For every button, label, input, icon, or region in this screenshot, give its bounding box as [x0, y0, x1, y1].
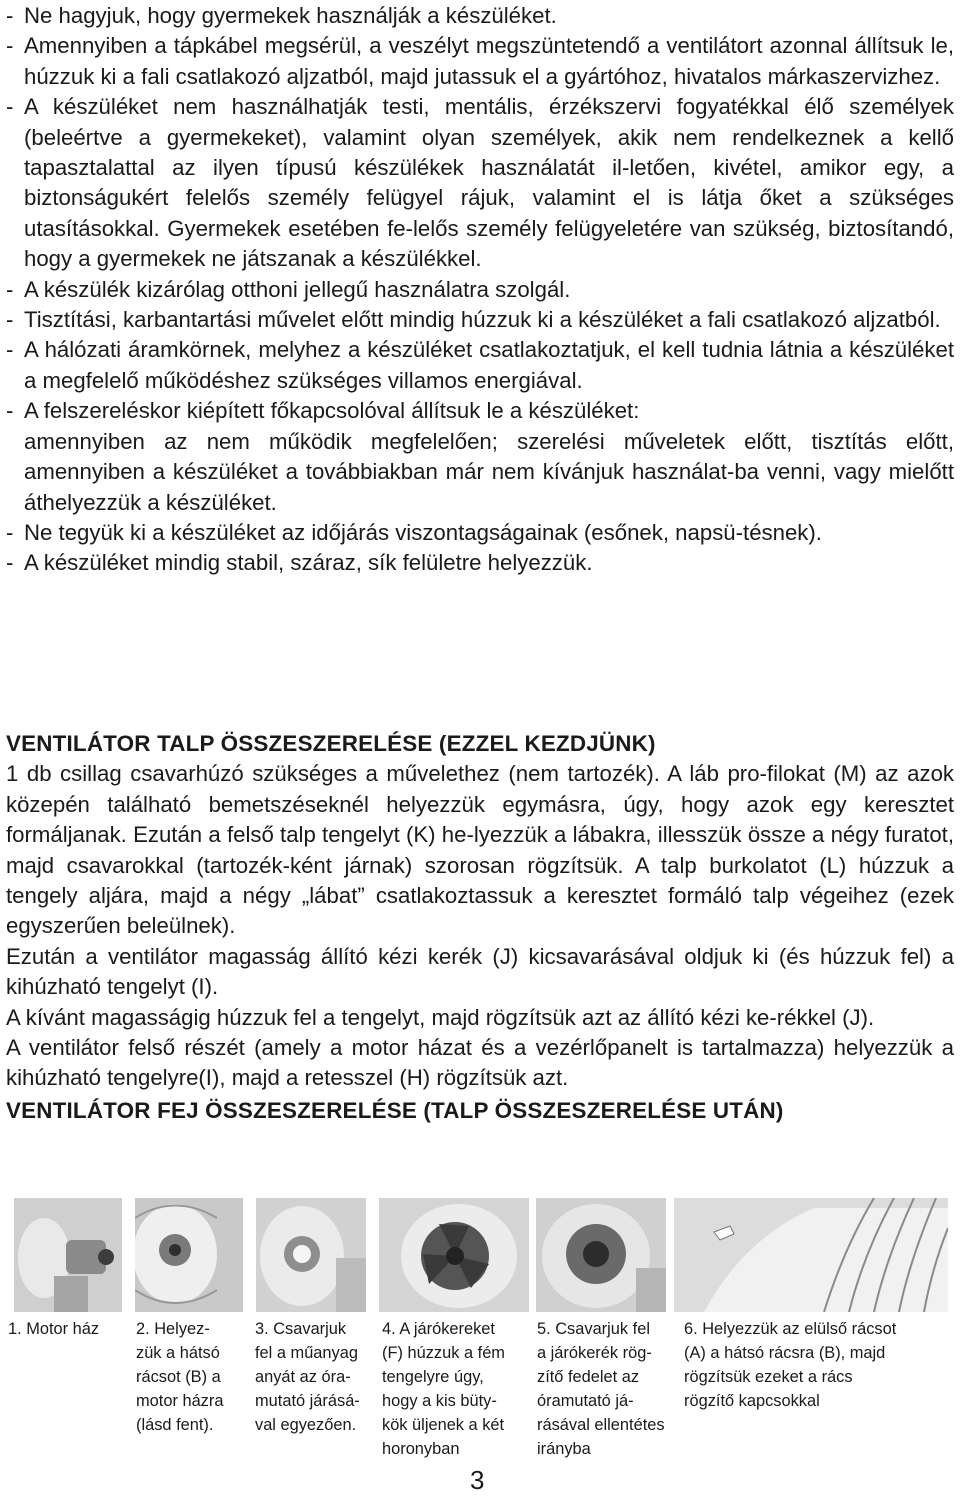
text-line: letően, kivétel, amikor egy, a biztonságukért felelős személy felügyel rájuk,: [24, 155, 954, 211]
caption-line: rögzítő kapcsokkal: [684, 1392, 820, 1410]
text-line: látnia a készüléket a megfelelő működéshez szükséges villamos energiával.: [24, 337, 954, 393]
caption-line: rásával ellentétes: [537, 1416, 665, 1434]
text-line: A felszereléskor kiépített főkapcsolóval állítsuk le a készüléket:: [24, 398, 640, 424]
text-line: A kívánt magasságig húzzuk fel a tengelyt, majd rögzítsük azt az állító kézi ke-: [6, 1004, 777, 1030]
text-line: filokat (M) az azok közepén található bemetszéseknél helyezzük egymásra,: [6, 761, 955, 817]
caption-line: (lásd fent).: [136, 1416, 214, 1434]
caption-line: 6. Helyezzük az elülső rácsot: [684, 1320, 897, 1338]
step-caption-3: [255, 1317, 360, 1437]
text-line: személyek (beleértve a gyermekeket), valamint olyan személyek, akik nem: [24, 94, 954, 150]
safety-note: - A hálózati áramkörnek, melyhez a készüléket csatlakoztatjuk, el kell tudnia látnia a készüléket a megfelelő működéshez szükséges villamos energiával.: [6, 337, 954, 393]
step-caption-4: [382, 1317, 505, 1461]
safety-note: - A felszereléskor kiépített főkapcsolóval állítsuk le a készüléket: amennyiben az nem működik megfelelően; szerelési műveletek előtt, tisztítás előtt, amennyiben a készüléket a továbbiakban már nem kívánjuk használat-ba venni, vagy mielőtt áthelyezzük a készüléket.: [6, 398, 954, 515]
text-line: húzzuk fel) a kihúzható tengelyt (I).: [6, 943, 954, 1000]
caption-line: fel a műanyag: [255, 1344, 358, 1362]
text-line: ba venni, vagy mielőtt áthelyezzük a készüléket.: [24, 459, 954, 515]
base-assembly-section: [6, 729, 954, 1126]
text-line: tésnek).: [743, 519, 822, 545]
caption-line: tengelyre úgy,: [382, 1368, 484, 1386]
text-line: gyártóhoz, hivatalos márkaszervizhez.: [564, 63, 941, 89]
text-line: 1 db csillag csavarhúzó szükséges a művelethez (nem tartozék). A láb pro-: [6, 761, 767, 787]
text-line: lelős személy felügyeletére van szükség, biztosítandó, hogy a gyermekek ne: [24, 215, 954, 272]
caption-line: 2. Helyez-: [136, 1320, 210, 1338]
caption-line: 1. Motor ház: [8, 1320, 100, 1338]
text-line: csatlakozó aljzatból.: [742, 307, 941, 333]
caption-line: 5. Csavarjuk fel: [537, 1320, 650, 1338]
text-line: Ezután a ventilátor magasság állító kézi kerék (J) kicsavarásával oldjuk ki (és: [6, 943, 810, 969]
step-3-photo: [256, 1198, 366, 1312]
text-line: azonnal állítsuk le, húzzuk ki a fali csatlakozó aljzatból, majd jutassuk el a: [24, 33, 955, 89]
text-line: Ne tegyük ki a készüléket az időjárás viszontagságainak (esőnek, napsü-: [24, 519, 744, 545]
step-caption-1: [8, 1317, 99, 1341]
safety-note: - Ne tegyük ki a készüléket az időjárás viszontagságainak (esőnek, napsü-tésnek).: [6, 519, 822, 545]
text-line: egyszerűen beleülnek).: [6, 913, 236, 939]
step-4-photo: [379, 1198, 529, 1312]
step-1-photo: [14, 1198, 122, 1312]
caption-line: zük a hátsó: [136, 1344, 220, 1362]
safety-note: - A készülék kizárólag otthoni jellegű használatra szolgál.: [6, 276, 571, 302]
paragraph: [6, 1033, 954, 1094]
text-line: amennyiben az nem működik megfelelően; szerelési műveletek előtt, tisztítás: [24, 428, 887, 454]
caption-line: horonyban: [382, 1440, 460, 1458]
text-line: A készüléket nem használhatják testi, mentális, érzékszervi fogyatékkal élő: [24, 94, 834, 120]
safety-notes: [6, 1, 954, 579]
caption-line: val egyezően.: [255, 1416, 357, 1434]
caption-line: 3. Csavarjuk: [255, 1320, 347, 1338]
safety-note: - A készüléket mindig stabil, száraz, sík felületre helyezzük.: [6, 550, 593, 576]
page-number: 3: [470, 1465, 485, 1495]
step-caption-2: [136, 1317, 223, 1437]
paragraph: [6, 1003, 954, 1033]
safety-note: - Ne hagyjuk, hogy gyermekek használják a készüléket.: [6, 3, 557, 28]
text-line: játszanak a készülékkel.: [242, 246, 482, 272]
text-line: lyezzük a lábakra, illesszük össze a négy furatot, majd csavarokkal (tartozék-: [6, 822, 954, 878]
caption-line: kök üljenek a két: [382, 1416, 505, 1434]
caption-line: a járókerék rög-: [537, 1344, 652, 1362]
caption-line: zítő fedelet az: [537, 1368, 640, 1386]
caption-line: (A) a hátsó rácsra (B), majd: [684, 1344, 886, 1362]
text-line: rendelkeznek a kellő tapasztalattal az ilyen típusú készülékek használatát il-: [24, 124, 954, 181]
text-line: előtt, amennyiben a készüléket a továbbiakban már nem kívánjuk használat-: [24, 428, 954, 485]
section-heading: VENTILÁTOR TALP ÖSSZESZERELÉSE (EZZEL KEZDJÜNK): [6, 731, 656, 756]
caption-line: rögzítsük ezeket a rács: [684, 1368, 853, 1386]
section-heading: VENTILÁTOR FEJ ÖSSZESZERELÉSE (TALP ÖSSZESZERELÉSE UTÁN): [6, 1097, 784, 1123]
caption-line: irányba: [537, 1440, 591, 1458]
caption-line: anyát az óra-: [255, 1368, 351, 1386]
text-line: majd a négy „lábat” csatlakoztassuk a keresztet formáló talp végeihez (ezek: [160, 883, 954, 909]
caption-line: hogy a kis büty-: [382, 1392, 497, 1410]
step-5-photo: [536, 1198, 666, 1312]
caption-line: 4. A járókereket: [382, 1320, 495, 1338]
text-line: Ne hagyjuk, hogy gyermekek használják a készüléket.: [24, 3, 557, 28]
paragraph: [6, 759, 954, 941]
caption-line: óramutató já-: [537, 1392, 634, 1410]
text-line: úgy, hogy azok egy keresztet formáljanak. Ezután a felső talp tengelyt (K) he-: [6, 791, 954, 848]
caption-line: motor házra: [136, 1392, 224, 1410]
text-line: A készüléket mindig stabil, száraz, sík felületre helyezzük.: [24, 550, 593, 576]
text-line: A készülék kizárólag otthoni jellegű használatra szolgál.: [24, 276, 571, 302]
text-line: ként járnak) szorosan rögzítsük. A talp burkolatot (L) húzzuk a tengely aljára,: [6, 852, 954, 909]
assembly-photo-strip: [14, 1198, 948, 1312]
caption-line: rácsot (B) a: [136, 1368, 221, 1386]
text-line: rékkel (J).: [776, 1004, 875, 1030]
caption-line: mutató járásá-: [255, 1392, 360, 1410]
text-line: Tisztítási, karbantartási művelet előtt mindig húzzuk ki a készüléket a fali: [24, 307, 736, 333]
text-line: valamint el is látja őket a szükséges utasításokkal. Gyermekek esetében fe-: [24, 185, 955, 241]
safety-note: - A készüléket nem használhatják testi, mentális, érzékszervi fogyatékkal élő személyek (beleértve a gyermekeket), valamint olyan személyek, akik nem rendelkeznek a kellő tapasztalattal az ilyen típusú készülékek használatát il-letően, kivétel, amikor egy, a biztonságukért felelős személy felügyel rájuk, valamint el is látja őket a szükséges utasításokkal. Gyermekek esetében fe-lelős személy felügyeletére van szükség, biztosítandó, hogy a gyermekek ne játszanak a készülékkel.: [6, 94, 955, 272]
paragraph: [6, 942, 954, 1003]
text-line: helyezzük a kihúzható tengelyre(I), majd a retesszel (H) rögzítsük azt.: [6, 1035, 954, 1091]
step-caption-6: [684, 1317, 896, 1413]
step-2-photo: [135, 1198, 243, 1312]
text-line: Amennyiben a tápkábel megsérül, a veszélyt megszüntetendő a ventilátort: [24, 33, 763, 59]
safety-note: - Amennyiben a tápkábel megsérül, a veszélyt megszüntetendő a ventilátort azonnal állítsuk le, húzzuk ki a fali csatlakozó aljzatból, majd jutassuk el a gyártóhoz, hivatalos márkaszervizhez.: [6, 33, 955, 89]
caption-line: (F) húzzuk a fém: [382, 1344, 505, 1362]
safety-note: - Tisztítási, karbantartási művelet előtt mindig húzzuk ki a készüléket a fali csatlakozó aljzatból.: [6, 307, 941, 333]
step-caption-5: [537, 1317, 665, 1461]
text-line: A ventilátor felső részét (amely a motor házat és a vezérlőpanelt is tartalmazza): [6, 1035, 825, 1061]
text-line: A hálózati áramkörnek, melyhez a készüléket csatlakoztatjuk, el kell tudnia: [24, 337, 763, 363]
step-6-photo: [674, 1198, 948, 1312]
